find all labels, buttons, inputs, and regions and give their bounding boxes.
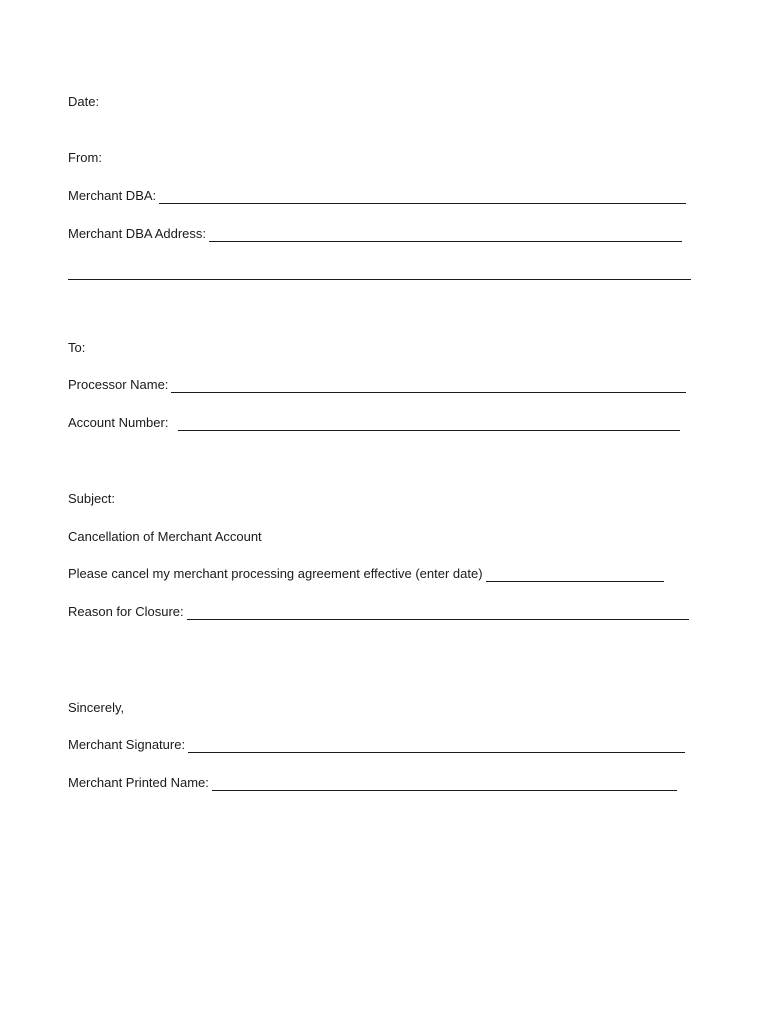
- merchant-dba-label: Merchant DBA:: [68, 188, 157, 203]
- merchant-dba-address-row: [68, 226, 682, 242]
- merchant-dba-address-line2-field[interactable]: [68, 278, 691, 280]
- printed-name-field[interactable]: [212, 777, 677, 791]
- closing-row: [68, 700, 124, 716]
- processor-name-row: [68, 377, 686, 393]
- date-row: [68, 94, 99, 110]
- merchant-dba-address-label: Merchant DBA Address:: [68, 226, 207, 241]
- merchant-dba-address-field[interactable]: [209, 228, 682, 242]
- merchant-dba-field[interactable]: [159, 190, 686, 204]
- signature-row: [68, 737, 685, 753]
- subject-row: [68, 491, 115, 507]
- subject-text: Cancellation of Merchant Account: [68, 529, 262, 544]
- subject-text-row: [68, 529, 262, 545]
- from-label: From:: [68, 150, 102, 165]
- printed-name-label: Merchant Printed Name:: [68, 775, 209, 790]
- account-number-field[interactable]: [178, 417, 680, 431]
- reason-label: Reason for Closure:: [68, 604, 184, 619]
- from-row: [68, 150, 102, 166]
- printed-name-row: [68, 775, 677, 791]
- closing-text: Sincerely,: [68, 700, 125, 715]
- to-row: [68, 340, 85, 356]
- cancel-request-row: [68, 566, 664, 582]
- processor-name-label: Processor Name:: [68, 377, 169, 392]
- cancel-request-text: Please cancel my merchant processing agreement effective (enter date): [68, 566, 483, 581]
- date-label: Date:: [68, 94, 100, 109]
- subject-label: Subject:: [68, 491, 115, 506]
- reason-row: [68, 604, 689, 620]
- processor-name-field[interactable]: [171, 379, 686, 393]
- merchant-dba-row: [68, 188, 686, 204]
- account-number-row: [68, 415, 680, 431]
- reason-field[interactable]: [187, 606, 689, 620]
- effective-date-field[interactable]: [486, 568, 664, 582]
- account-number-label: Account Number:: [68, 415, 169, 430]
- to-label: To:: [68, 340, 86, 355]
- signature-label: Merchant Signature:: [68, 737, 186, 752]
- signature-field[interactable]: [188, 739, 685, 753]
